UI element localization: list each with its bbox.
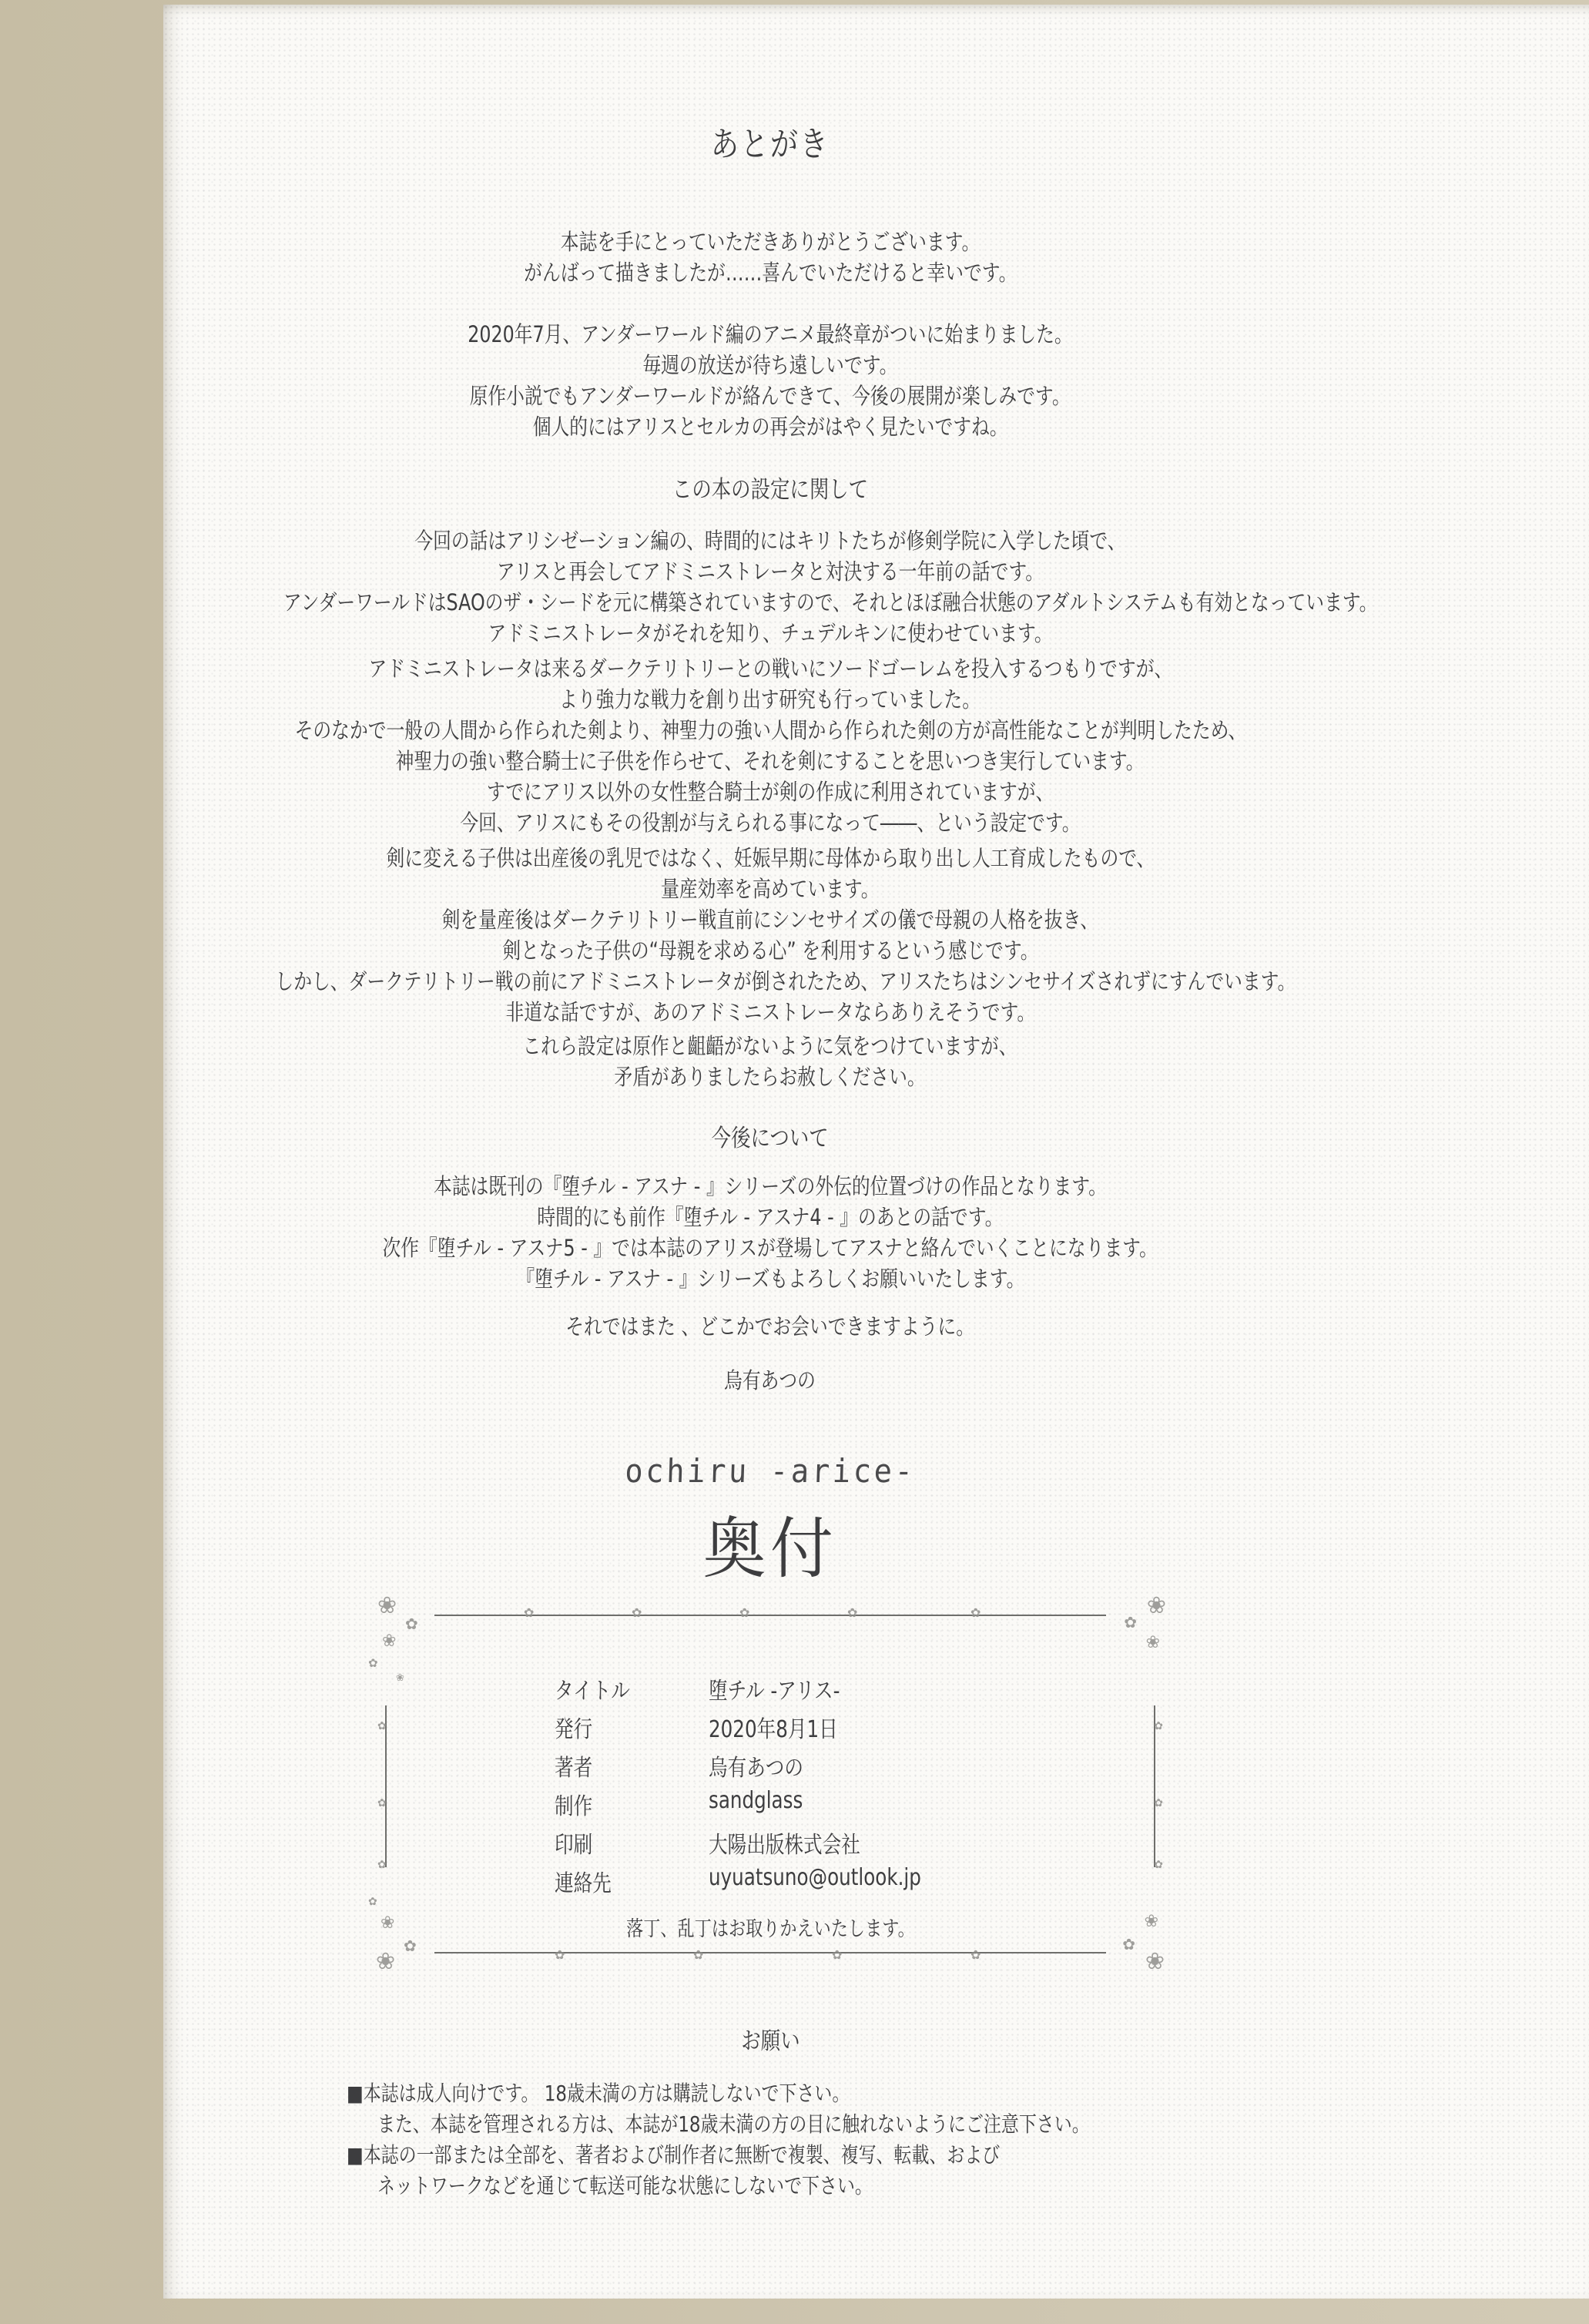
- flower-icon: ✿: [1154, 1859, 1163, 1871]
- notice-line: また、本誌を管理される方は、本誌が18歳未満の方の目に触れないようにご注意下さい。: [377, 2111, 1090, 2137]
- paragraph-settings-4: これら設定は原作と齟齬がないように気をつけていますが、 矛盾がありましたらお赦しください。: [522, 1033, 1018, 1090]
- flower-icon: ❀: [380, 1913, 395, 1933]
- flower-icon: ✿: [404, 1937, 417, 1955]
- afterword-title-text: あとがき: [710, 125, 830, 164]
- author-signature: 烏有あつの: [724, 1367, 816, 1393]
- frame-bottom-border: [434, 1952, 1106, 1953]
- request-heading: お願い: [740, 2027, 800, 2055]
- paragraph-anime: 2020年7月、アンダーワールド編のアニメ最終章がついに始まりました。 毎週の放送が待ち遠しいです。 原作小説でもアンダーワールドが絡んできて、今後の展開が楽しみです。 個人的にはアリスとセルカの再会がはやく見たいですね。: [468, 321, 1073, 440]
- flower-icon: ❀: [382, 1631, 397, 1651]
- colophon-row-published: 発行 2020年8月1日: [370, 1710, 1171, 1746]
- circle-name: sandglass: [709, 1787, 803, 1814]
- flower-icon: ✿: [377, 1720, 387, 1732]
- flower-icon: ✿: [555, 1947, 565, 1962]
- colophon-row-printer: 印刷 大陽出版株式会社: [370, 1826, 1171, 1861]
- flower-icon: ❀: [396, 1672, 404, 1684]
- flower-icon: ✿: [377, 1859, 387, 1871]
- contact-email: uyuatsuno@outlook.jp: [709, 1864, 921, 1891]
- flower-icon: ✿: [739, 1605, 750, 1620]
- colophon-title: 奥付: [702, 1511, 838, 1588]
- colophon-row-title: タイトル 堕チル -アリス-: [370, 1672, 1171, 1707]
- book-title: 堕チル -アリス-: [709, 1678, 840, 1705]
- flower-icon: ✿: [368, 1656, 378, 1670]
- closing-line: それではまた 、どこかでお会いできますように。: [565, 1313, 975, 1340]
- colophon-note: 落丁、乱丁はお取りかえいたします。: [625, 1917, 915, 1941]
- flower-icon: ✿: [1124, 1613, 1137, 1631]
- flower-icon: ❀: [377, 1592, 397, 1619]
- flower-icon: ✿: [632, 1605, 642, 1620]
- paragraph-future: 本誌は既刊の『堕チル - アスナ - 』シリーズの外伝的位置づけの作品となります。 時間的にも前作『堕チル - アスナ4 - 』のあとの話です。 次作『堕チル - アスナ5 - 』では本誌のアリスが登場してアスナと絡んでいくことになります。 『堕チル - アスナ - 』シリーズもよろしくお願いいたします。: [382, 1173, 1158, 1292]
- flower-icon: ✿: [970, 1605, 981, 1620]
- paragraph-intro: 本誌を手にとっていただきありがとうございます。 がんばって描きましたが……喜んでいただけると幸いです。: [523, 229, 1017, 286]
- flower-icon: ❀: [376, 1948, 396, 1975]
- flower-icon: ✿: [377, 1797, 387, 1809]
- notice-line: ネットワークなどを通じて転送可能な状態にしないで下さい。: [377, 2173, 873, 2198]
- flower-icon: ✿: [405, 1615, 418, 1633]
- settings-heading: この本の設定に関して: [672, 476, 869, 504]
- flower-icon: ✿: [1154, 1720, 1163, 1732]
- frame-top-border: [434, 1615, 1106, 1616]
- colophon-frame: [368, 1592, 1171, 1975]
- author-name: 烏有あつの: [709, 1755, 803, 1782]
- colophon-row-contact: 連絡先 uyuatsuno@outlook.jp: [555, 1864, 921, 1897]
- printer-name: 大陽出版株式会社: [709, 1832, 860, 1859]
- flower-icon: ❀: [1146, 1592, 1166, 1619]
- flower-icon: ✿: [970, 1947, 981, 1962]
- flower-icon: ✿: [847, 1605, 858, 1620]
- flower-icon: ✿: [1122, 1935, 1135, 1953]
- flower-icon: ✿: [693, 1947, 704, 1962]
- publish-date: 2020年8月1日: [709, 1716, 838, 1743]
- afterword-page: [163, 5, 1589, 2299]
- paragraph-settings-3: 剣に変える子供は出産後の乳児ではなく、妊娠早期に母体から取り出し人工育成したもので、 量産効率を高めています。 剣を量産後はダークテリトリー戦直前にシンセサイズの儀で母親の人格を抜き、 剣となった子供の“母親を求める心” を利用するという感じです。 しかし、ダークテリトリー戦の前にアドミニストレータが倒されたため、アリスたちはシンセサイズされずにすんでいます。 非道な話ですが、あのアドミニストレータならありえそうです。: [275, 845, 1296, 1025]
- flower-icon: ✿: [368, 1896, 377, 1908]
- notice-line: ■本誌の一部または全部を、著者および制作者に無断で複製、複写、転載、および: [347, 2142, 1001, 2168]
- request-notice: [347, 2078, 1502, 2202]
- colophon-row-circle: 制作 sandglass: [555, 1787, 803, 1820]
- flower-icon: ✿: [1154, 1797, 1163, 1809]
- paragraph-settings-1: 今回の話はアリシゼーション編の、時間的にはキリトたちが修剣学院に入学した頃で、 アリスと再会してアドミニストレータと対決する一年前の話です。 アンダーワールドはSAOのザ・シードを元に構築されていますので、それとほぼ融合状態のアダルトシステムも有効となっています。 アドミニストレータがそれを知り、チュデルキンに使わせています。: [283, 528, 1378, 646]
- colophon-row-author: 著者 烏有あつの: [370, 1749, 1171, 1784]
- flower-icon: ❀: [1145, 1633, 1160, 1652]
- flower-icon: ❀: [1145, 1948, 1165, 1975]
- series-mark: ochiru -arice-: [624, 1452, 917, 1490]
- future-heading: 今後について: [711, 1125, 830, 1152]
- paragraph-settings-2: アドミニストレータは来るダークテリトリーとの戦いにソードゴーレムを投入するつもりですが、 より強力な戦力を創り出す研究も行っていました。 そのなかで一般の人間から作られた剣より、神聖力の強い人間から作られた剣の方が高性能なことが判明したため、 神聖力の強い整合騎士に子供を作らせて、それを剣にすることを思いつき実行しています。 すでにアリス以外の女性整合騎士が剣の作成に利用されていますが、 今回、アリスにもその役割が与えられる事になって――、という設定です。: [294, 656, 1246, 836]
- notice-line: ■本誌は成人向けです。 18歳未満の方は購読しないで下さい。: [347, 2081, 850, 2106]
- flower-icon: ❀: [1144, 1912, 1158, 1931]
- afterword-title: [163, 125, 1377, 164]
- flower-icon: ✿: [832, 1947, 843, 1962]
- flower-icon: ✿: [524, 1605, 535, 1620]
